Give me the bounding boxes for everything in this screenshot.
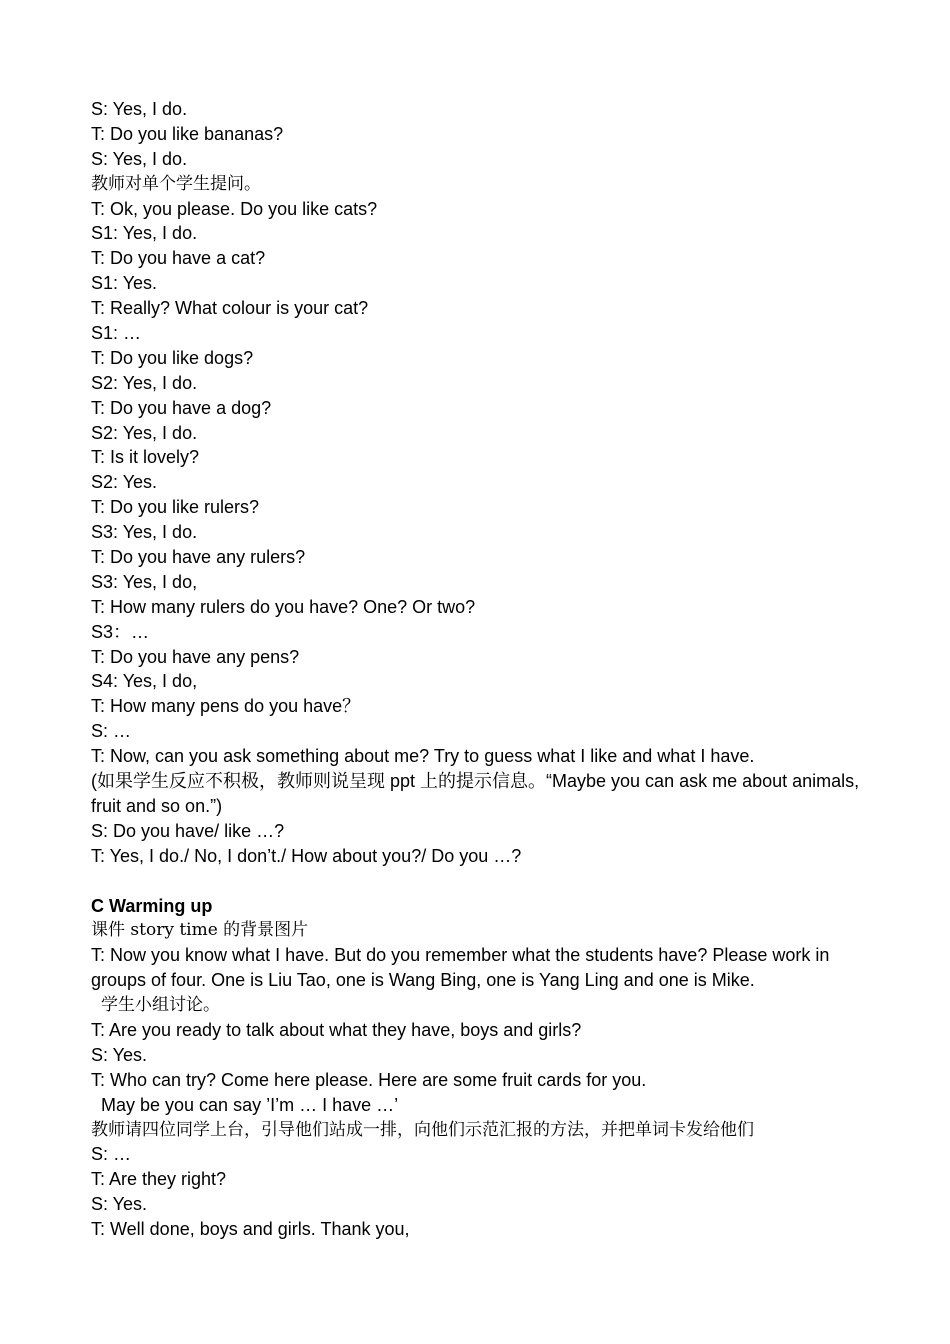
dialogue-line: T: Really? What colour is your cat? xyxy=(91,298,369,319)
dialogue-line: S: Yes, I do. xyxy=(91,99,188,119)
dialogue-line: T: Are they right? xyxy=(91,1169,227,1190)
dialogue-line: T: Well done, boys and girls. Thank you, xyxy=(91,1219,410,1240)
document-page xyxy=(91,97,871,1242)
dialogue-line: S2: Yes, I do. xyxy=(91,372,198,393)
dialogue-line: T: Are you ready to talk about what they have, boys and girls? xyxy=(91,1020,582,1041)
dialogue-line: S2: Yes. xyxy=(91,472,158,493)
dialogue-line: T: Ok, you please. Do you like cats? xyxy=(91,198,378,219)
teacher-note: 学生小组讨论。 xyxy=(101,995,220,1016)
dialogue-line: S: Yes. xyxy=(91,1194,148,1215)
dialogue-line: T: How many rulers do you have? One? Or two? xyxy=(91,596,476,617)
dialogue-line: T: Do you like bananas? xyxy=(91,123,284,144)
dialogue-line: S1: Yes, I do. xyxy=(91,223,198,244)
blank-line xyxy=(91,869,871,894)
dialogue-line: T: Do you have any pens? xyxy=(91,646,300,667)
dialogue-line: T: Who can try? Come here please. Here are some fruit cards for you. xyxy=(91,1069,647,1090)
dialogue-line: T: Do you have a cat? xyxy=(91,248,266,269)
dialogue-line: S: Do you have/ like …? xyxy=(91,820,285,841)
dialogue-line: T: Do you have a dog? xyxy=(91,397,272,418)
section-heading: C Warming up xyxy=(91,895,213,916)
dialogue-line: S3：… xyxy=(91,621,150,642)
dialogue-line: S: … xyxy=(91,721,132,742)
teacher-note: 教师对单个学生提问。 xyxy=(91,173,261,194)
dialogue-line: S1: … xyxy=(91,323,142,344)
teacher-note: (如果学生反应不积极，教师则说呈现 ppt 上的提示信息。“Maybe you can ask me about animals, fruit and so on.”) xyxy=(91,771,860,816)
dialogue-line: S3: Yes, I do. xyxy=(91,522,198,543)
teacher-note: 教师请四位同学上台，引导他们站成一排，向他们示范汇报的方法，并把单词卡发给他们 xyxy=(91,1119,754,1140)
dialogue-line: T: Do you have any rulers? xyxy=(91,547,306,568)
courseware-note: 课件 story time 的背景图片 xyxy=(91,920,309,941)
dialogue-line: T: Do you like rulers? xyxy=(91,497,260,518)
dialogue-line: T: Is it lovely? xyxy=(91,447,200,468)
dialogue-line: S3: Yes, I do, xyxy=(91,571,198,592)
dialogue-line: T: How many pens do you have？ xyxy=(91,696,361,717)
dialogue-line: S: Yes, I do. xyxy=(91,148,188,169)
dialogue-line: S1: Yes. xyxy=(91,273,158,294)
dialogue-line: T: Yes, I do./ No, I don’t./ How about you?/ Do you …? xyxy=(91,845,522,866)
dialogue-line: T: Now you know what I have. But do you remember what the students have? Please work in groups of four. One is Liu Tao, one is Wang Bing, one is Yang Ling and one is Mike. xyxy=(91,945,830,991)
dialogue-line: S: … xyxy=(91,1144,132,1165)
dialogue-line: May be you can say ’I’m … I have …’ xyxy=(101,1094,399,1115)
dialogue-line: S2: Yes, I do. xyxy=(91,422,198,443)
dialogue-line: T: Do you like dogs? xyxy=(91,347,254,368)
dialogue-line: S: Yes. xyxy=(91,1044,148,1065)
dialogue-line: S4: Yes, I do, xyxy=(91,671,198,692)
dialogue-line: T: Now, can you ask something about me? Try to guess what I like and what I have. xyxy=(91,746,755,767)
